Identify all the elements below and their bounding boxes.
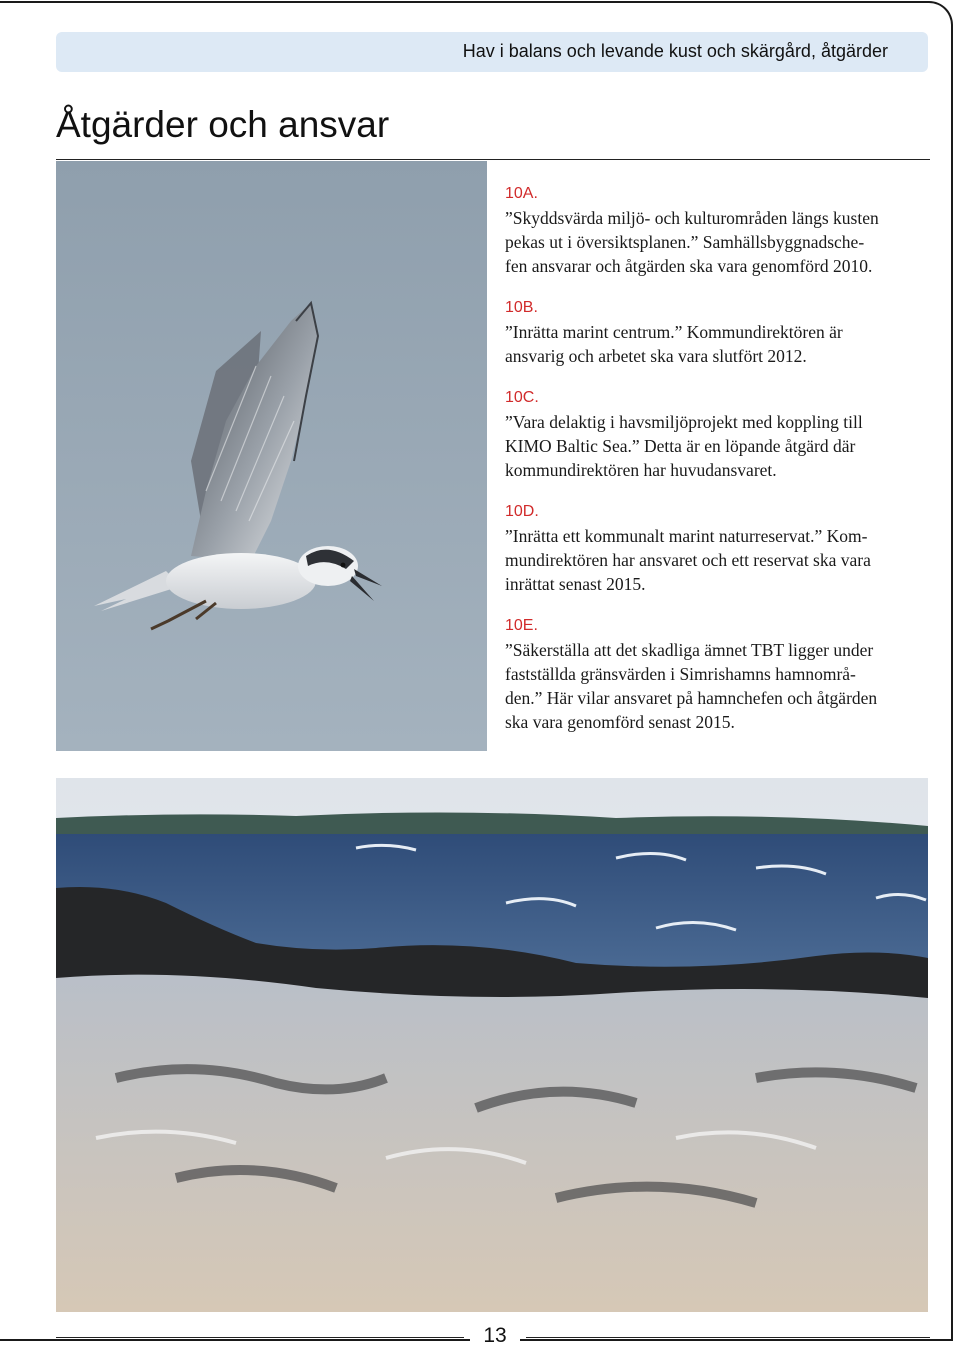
measure-10b bbox=[505, 296, 931, 368]
title-divider bbox=[56, 159, 930, 160]
measure-text-line: inrättat senast 2015. bbox=[505, 574, 646, 594]
measure-id: 10C. bbox=[505, 389, 539, 406]
measure-10c bbox=[505, 386, 931, 482]
measure-id: 10E. bbox=[505, 617, 538, 634]
measure-text-line: pekas ut i översiktsplanen.” Samhällsbyggnadsche- bbox=[505, 232, 865, 252]
measure-id: 10A. bbox=[505, 185, 538, 202]
measure-text-line: ”Skyddsvärda miljö- och kulturområden längs kusten bbox=[505, 208, 879, 228]
measure-id: 10B. bbox=[505, 299, 538, 316]
measure-10a bbox=[505, 182, 931, 278]
coast-photo bbox=[56, 778, 928, 1312]
measure-text-line: den.” Här vilar ansvaret på hamnchefen och åtgärden bbox=[505, 688, 878, 708]
footer-rule-left bbox=[56, 1337, 464, 1338]
measure-text-line: ”Inrätta ett kommunalt marint naturreservat.” Kom- bbox=[505, 526, 868, 546]
measure-text-line: fastställda gränsvärden i Simrishamns hamnområ- bbox=[505, 664, 856, 684]
tern-photo bbox=[56, 161, 487, 751]
running-header bbox=[56, 32, 928, 72]
measure-10d bbox=[505, 500, 931, 596]
measure-text-line: KIMO Baltic Sea.” Detta är en löpande åtgärd där bbox=[505, 436, 856, 456]
measure-text-line: ”Säkerställa att det skadliga ämnet TBT ligger under bbox=[505, 640, 874, 660]
measure-text-line: ”Vara delaktig i havsmiljöprojekt med koppling till bbox=[505, 412, 863, 432]
running-title: Hav i balans och levande kust och skärgård, åtgärder bbox=[462, 41, 888, 61]
measure-id: 10D. bbox=[505, 503, 539, 520]
footer-rule-right bbox=[526, 1337, 930, 1338]
measure-text-line: fen ansvarar och åtgärden ska vara genomförd 2010. bbox=[505, 256, 873, 276]
page-title: Åtgärder och ansvar bbox=[56, 104, 390, 145]
measures-list bbox=[505, 182, 931, 752]
measure-10e bbox=[505, 614, 931, 734]
measure-text-line: ansvarig och arbetet ska vara slutfört 2012. bbox=[505, 346, 807, 366]
measure-text-line: mundirektören har ansvaret och ett reservat ska vara bbox=[505, 550, 871, 570]
measure-text-line: ”Inrätta marint centrum.” Kommundirektören är bbox=[505, 322, 843, 342]
measure-text-line: ska vara genomförd senast 2015. bbox=[505, 712, 735, 732]
measure-text-line: kommundirektören har huvudansvaret. bbox=[505, 460, 777, 480]
page-number: 13 bbox=[470, 1324, 520, 1348]
